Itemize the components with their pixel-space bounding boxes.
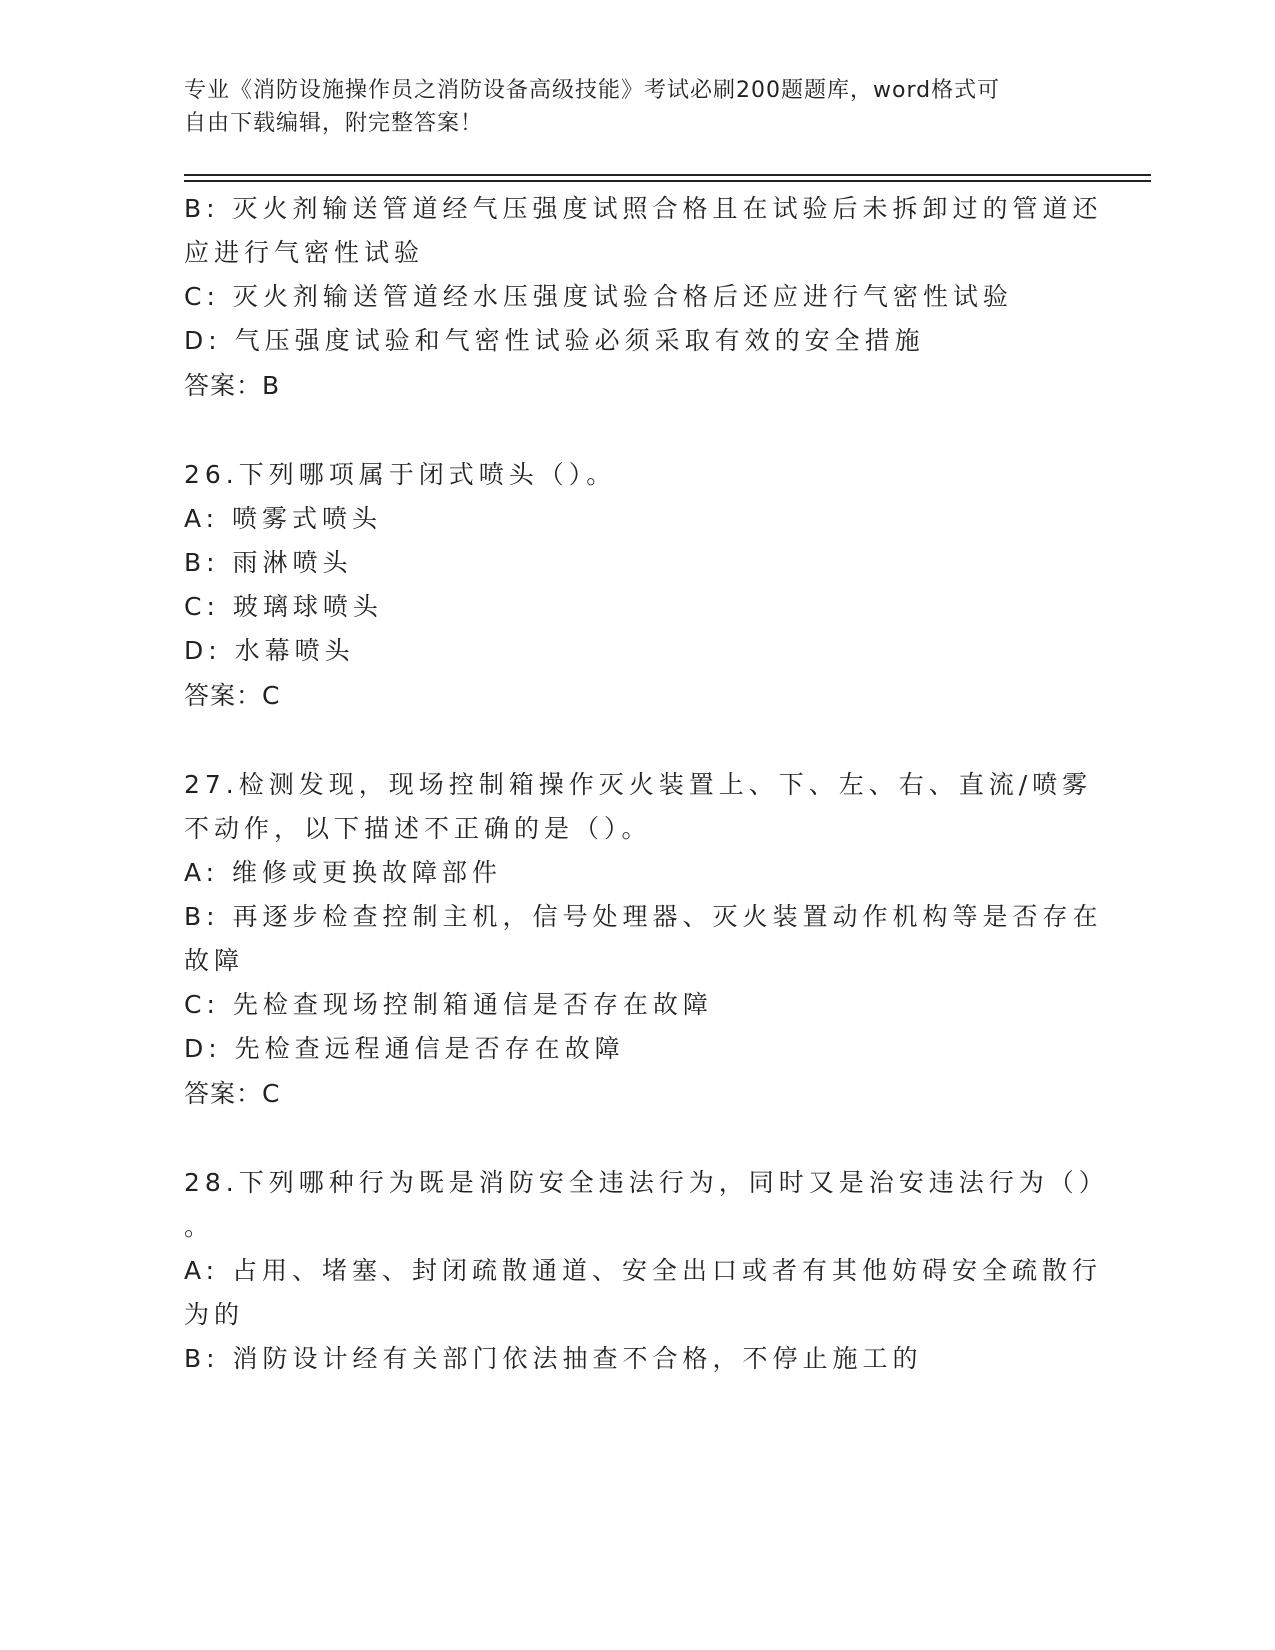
option-line: 为的: [184, 1300, 245, 1329]
option-line: 故障: [184, 946, 245, 975]
option-line: C: 先检查现场控制箱通信是否存在故障: [184, 990, 713, 1019]
option-line: C: 玻璃球喷头: [184, 592, 383, 621]
option-line: B: 灭火剂输送管道经气压强度试照合格且在试验后未拆卸过的管道还: [184, 194, 1103, 223]
option-line: A: 维修或更换故障部件: [184, 858, 503, 887]
answer-line: 答案：C: [184, 681, 281, 710]
document-header: [184, 74, 1064, 140]
option-line: C: 灭火剂输送管道经水压强度试验合格后还应进行气密性试验: [184, 282, 1013, 311]
option-line: D: 气压强度试验和气密性试验必须采取有效的安全措施: [184, 326, 925, 355]
question-block-25: [184, 187, 1104, 409]
question-block-28: [184, 1161, 1109, 1381]
header-rule-bottom: [184, 180, 1151, 182]
question-stem: 不动作，以下描述不正确的是（）。: [184, 814, 652, 843]
option-line: B: 雨淋喷头: [184, 548, 353, 577]
header-line-2: 自由下载编辑，附完整答案！: [184, 111, 484, 136]
option-line: D: 水幕喷头: [184, 636, 355, 665]
question-block-27: [184, 763, 1104, 1117]
question-stem: 28.下列哪种行为既是消防安全违法行为，同时又是治安违法行为（）: [184, 1168, 1109, 1197]
question-stem: 。: [184, 1212, 215, 1241]
option-line: D: 先检查远程通信是否存在故障: [184, 1034, 625, 1063]
answer-line: 答案：B: [184, 371, 281, 400]
option-line: A: 喷雾式喷头: [184, 504, 383, 533]
question-stem: 26.下列哪项属于闭式喷头（）。: [184, 460, 617, 489]
answer-line: 答案：C: [184, 1079, 281, 1108]
question-block-26: [184, 453, 1104, 719]
question-stem: 27.检测发现，现场控制箱操作灭火装置上、下、左、右、直流/喷雾: [184, 770, 1093, 799]
header-rule-top: [184, 174, 1151, 176]
option-line: 应进行气密性试验: [184, 238, 425, 267]
option-line: B: 消防设计经有关部门依法抽查不合格，不停止施工的: [184, 1344, 923, 1373]
option-line: A: 占用、堵塞、封闭疏散通道、安全出口或者有其他妨碍安全疏散行: [184, 1256, 1103, 1285]
option-line: B: 再逐步检查控制主机，信号处理器、灭火装置动作机构等是否存在: [184, 902, 1103, 931]
header-line-1: 专业《消防设施操作员之消防设备高级技能》考试必刷200题题库，word格式可: [184, 78, 1001, 103]
question-content: [184, 187, 1109, 1425]
